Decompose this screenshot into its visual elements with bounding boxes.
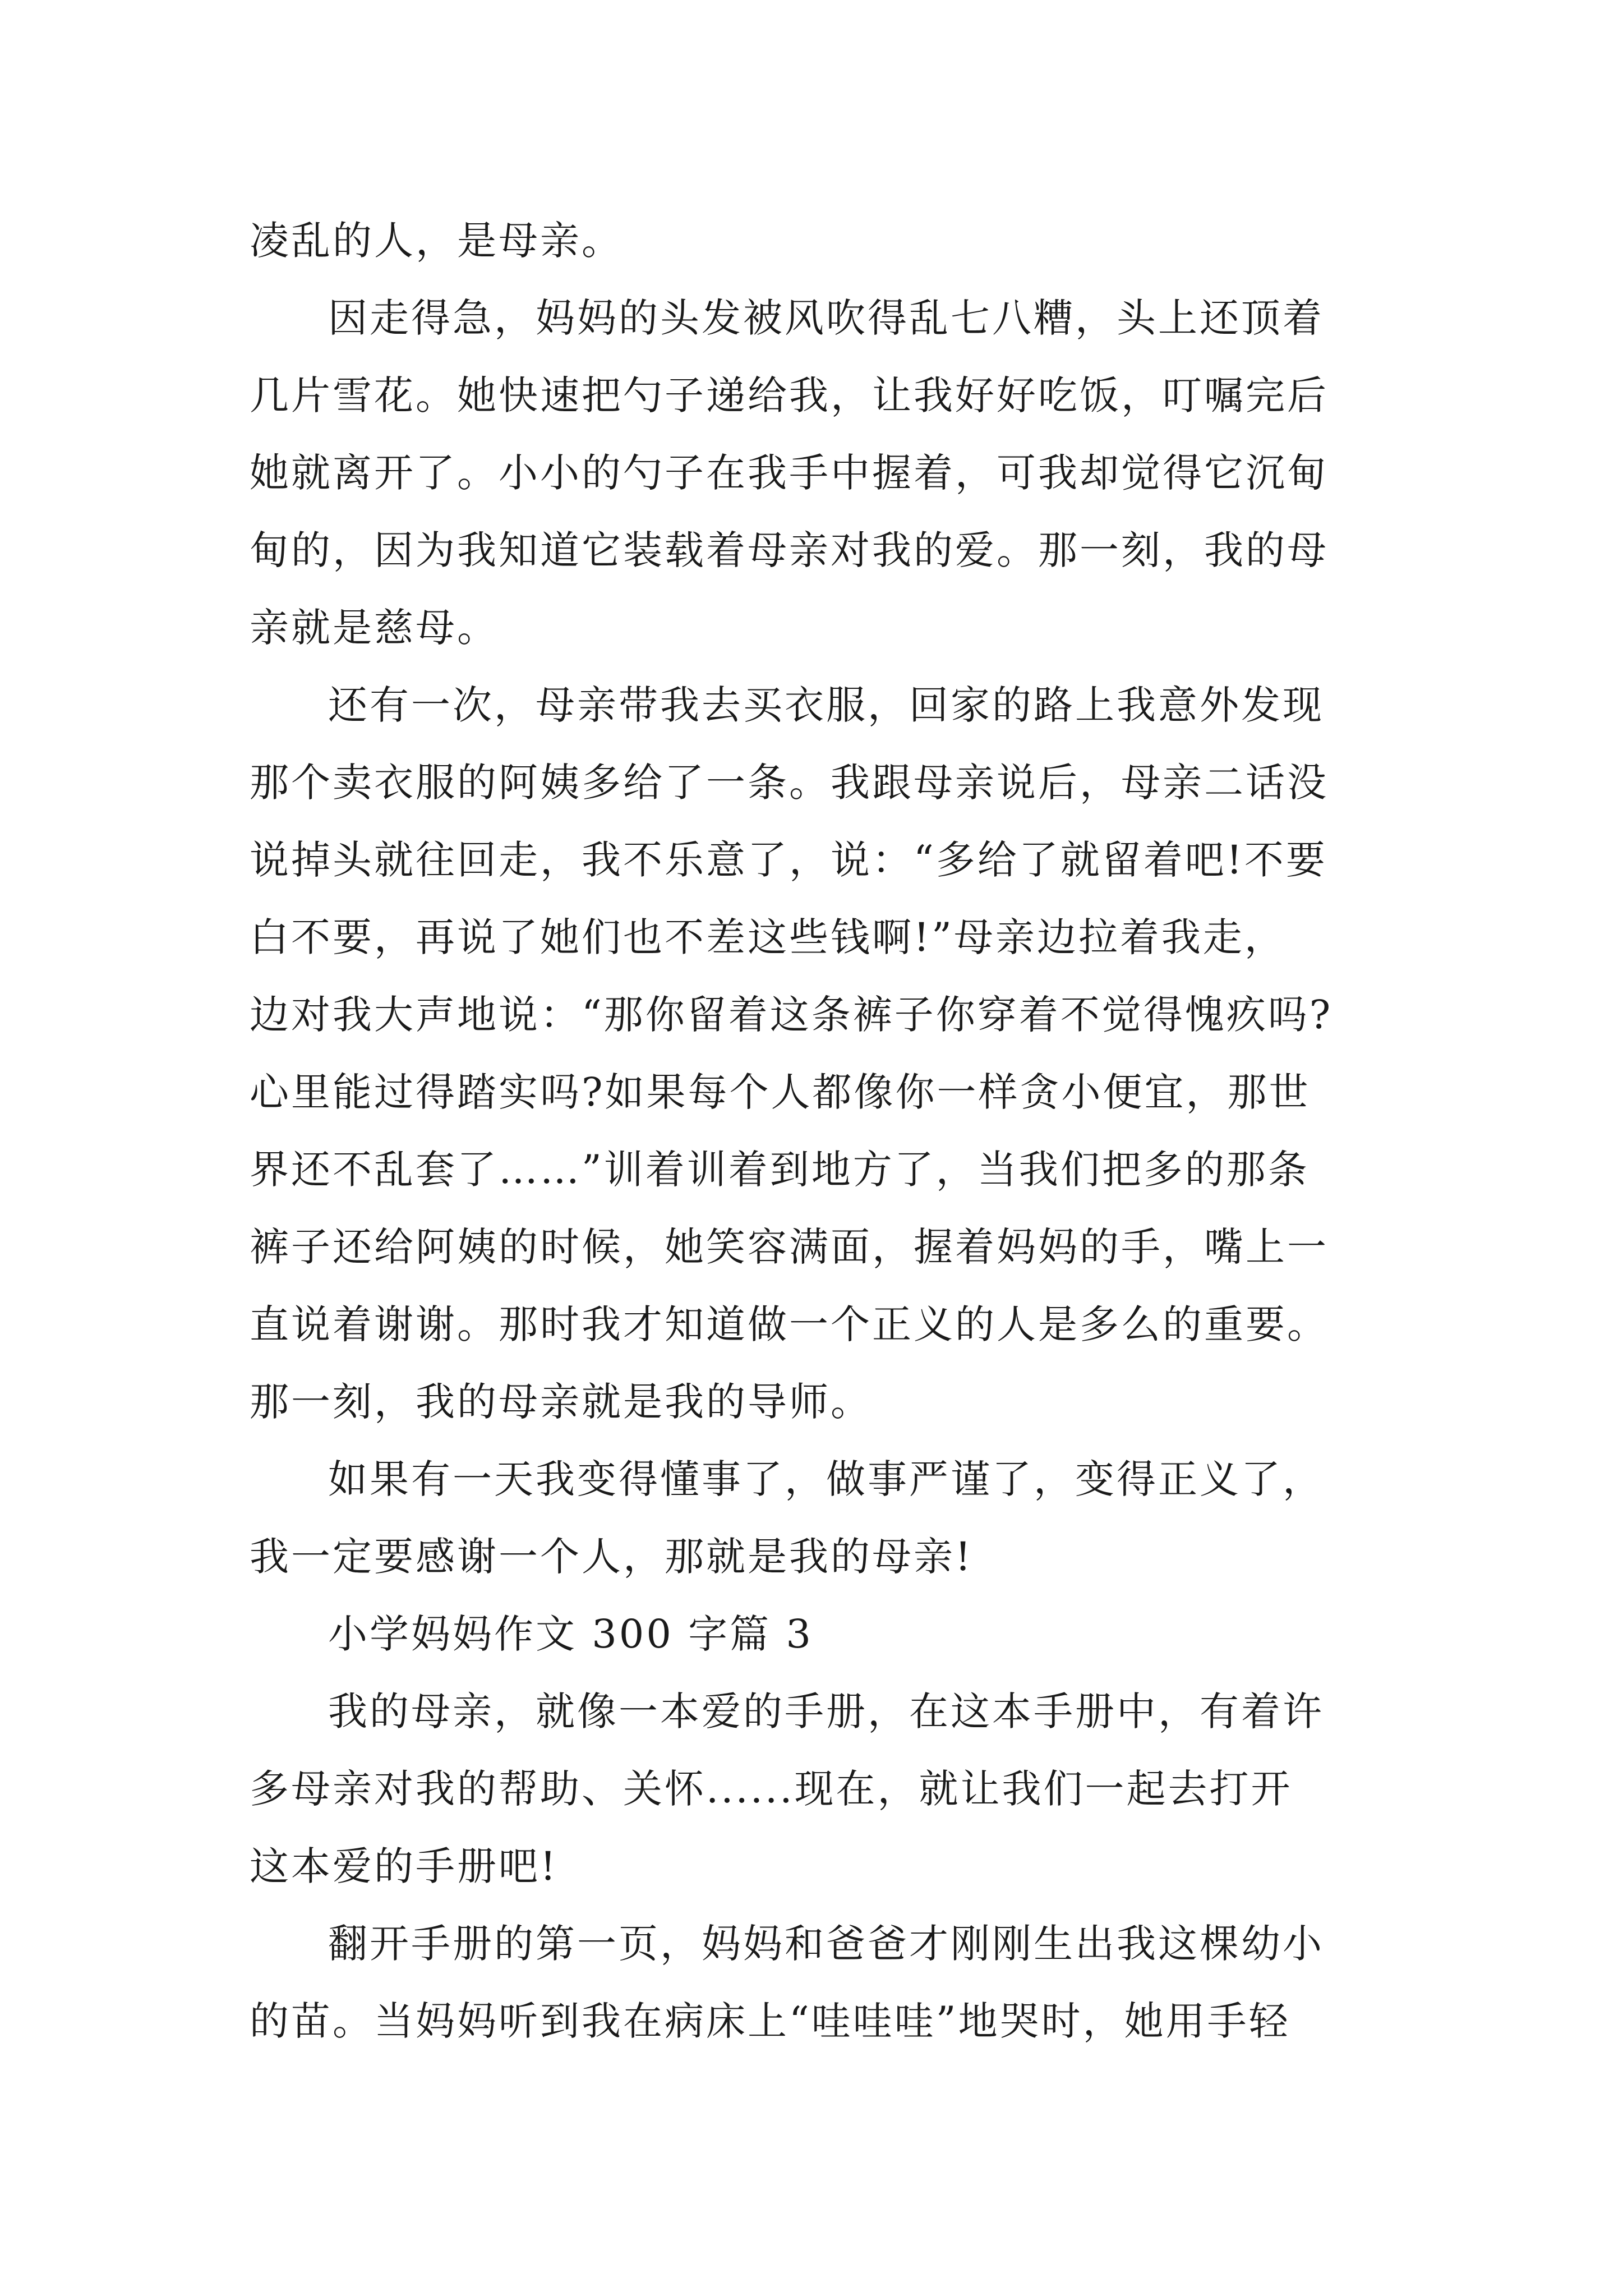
text-line: 如果有一天我变得懂事了，做事严谨了，变得正义了， (328, 1456, 1324, 1502)
text-line: 我的母亲，就像一本爱的手册，在这本手册中，有着许 (328, 1688, 1324, 1734)
text-line: 她就离开了。小小的勺子在我手中握着，可我却觉得它沉甸 (250, 450, 1329, 496)
text-line: 边对我大声地说：“那你留着这条裤子你穿着不觉得愧疚吗? (250, 992, 1333, 1038)
text-line: 还有一次，母亲带我去买衣服，回家的路上我意外发现 (328, 682, 1324, 728)
essay-body (250, 202, 1394, 2060)
section-heading: 小学妈妈作文 300 字篇 3 (328, 1611, 813, 1657)
text-line: 几片雪花。她快速把勺子递给我，让我好好吃饭，叮嘱完后 (250, 372, 1329, 418)
text-line: 那一刻，我的母亲就是我的导师。 (250, 1379, 872, 1425)
text-line: 直说着谢谢。那时我才知道做一个正义的人是多么的重要。 (250, 1301, 1329, 1347)
text-line: 甸的，因为我知道它装载着母亲对我的爱。那一刻，我的母 (250, 527, 1329, 573)
text-line: 凌乱的人，是母亲。 (250, 218, 623, 264)
text-line: 因走得急，妈妈的头发被风吹得乱七八糟，头上还顶着 (328, 295, 1324, 341)
text-line: 白不要，再说了她们也不差这些钱啊!”母亲边拉着我走， (250, 914, 1286, 960)
text-line: 裤子还给阿姨的时候，她笑容满面，握着妈妈的手，嘴上一 (250, 1224, 1329, 1270)
text-line: 亲就是慈母。 (250, 605, 499, 651)
text-line: 我一定要感谢一个人，那就是我的母亲! (250, 1534, 974, 1580)
text-line: 说掉头就往回走，我不乐意了，说：“多给了就留着吧!不要 (250, 837, 1327, 883)
text-line: 心里能过得踏实吗?如果每个人都像你一样贪小便宜，那世 (250, 1069, 1311, 1115)
text-line: 多母亲对我的帮助、关怀......现在，就让我们一起去打开 (250, 1766, 1293, 1812)
text-line: 翻开手册的第一页，妈妈和爸爸才刚刚生出我这棵幼小 (328, 1921, 1324, 1967)
text-line: 那个卖衣服的阿姨多给了一条。我跟母亲说后，母亲二话没 (250, 760, 1329, 806)
text-line: 的苗。当妈妈听到我在病床上“哇哇哇”地哭时，她用手轻 (250, 1998, 1290, 2044)
text-line: 这本爱的手册吧! (250, 1843, 559, 1889)
text-line: 界还不乱套了……”训着训着到地方了，当我们把多的那条 (250, 1147, 1310, 1193)
